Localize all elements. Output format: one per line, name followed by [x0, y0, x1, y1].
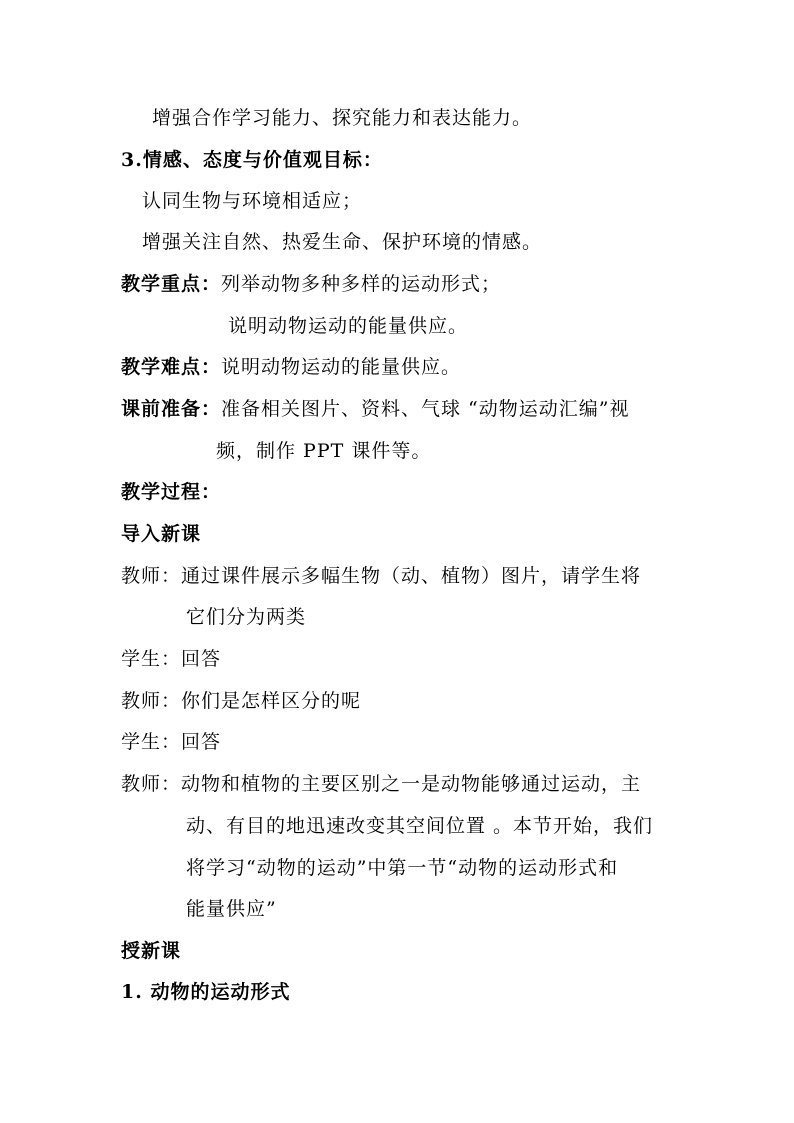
difficulty-label: 教学难点：: [121, 356, 222, 378]
dialogue-text-cont: 能量供应”: [186, 898, 277, 920]
preparation-row: [121, 397, 629, 421]
dialogue-row-3: [121, 689, 361, 713]
preparation-label: 课前准备：: [121, 398, 222, 420]
key-points-item-2: 说明动物运动的能量供应。: [228, 315, 469, 337]
preparation-text-1: 准备相关图片、资料、气球 “动物运动汇编”视: [221, 398, 630, 420]
goal-line-2: 认同生物与环境相适应；: [142, 190, 363, 212]
dialogue-text: 通过课件展示多幅生物（动、植物）图片，请学生将: [181, 565, 642, 587]
key-points-row: [121, 272, 501, 296]
key-points-label: 教学重点：: [121, 273, 222, 295]
preparation-text-2: 频，制作 PPT 课件等。: [216, 440, 432, 462]
dialogue-text-cont: 它们分为两类: [186, 606, 307, 628]
dialogue-speaker: 教师：: [121, 773, 182, 795]
difficulty-text: 说明动物运动的能量供应。: [221, 356, 462, 378]
process-heading: 教学过程：: [121, 481, 222, 503]
intro-heading: 导入新课: [121, 523, 202, 545]
dialogue-text-cont: 将学习“动物的运动”中第一节“动物的运动形式和: [186, 857, 619, 879]
key-points-item-1: 列举动物多种多样的运动形式；: [221, 273, 502, 295]
dialogue-row-2: [121, 647, 221, 671]
goal-line-1: 增强合作学习能力、探究能力和表达能力。: [152, 107, 533, 129]
dialogue-speaker: 教师：: [121, 690, 182, 712]
new-lesson-heading: 授新课: [121, 940, 182, 962]
section-1-heading: 1. 动物的运动形式: [121, 981, 291, 1003]
goal-heading-3: 3.情感、态度与价值观目标：: [121, 149, 383, 171]
dialogue-row-4: [121, 730, 221, 754]
dialogue-text-cont: 动、有目的地迅速改变其空间位置 。本节开始，我们: [186, 815, 654, 837]
dialogue-speaker: 教师：: [121, 565, 182, 587]
dialogue-text: 回答: [181, 648, 222, 670]
dialogue-speaker: 学生：: [121, 731, 182, 753]
dialogue-row-1: [121, 564, 641, 588]
dialogue-row-5: [121, 772, 641, 796]
dialogue-text: 动物和植物的主要区别之一是动物能够通过运动，主: [181, 773, 642, 795]
difficulty-row: [121, 355, 461, 379]
goal-line-3: 增强关注自然、热爱生命、保护环境的情感。: [142, 231, 543, 253]
dialogue-speaker: 学生：: [121, 648, 182, 670]
dialogue-text: 回答: [181, 731, 222, 753]
dialogue-text: 你们是怎样区分的呢: [181, 690, 362, 712]
